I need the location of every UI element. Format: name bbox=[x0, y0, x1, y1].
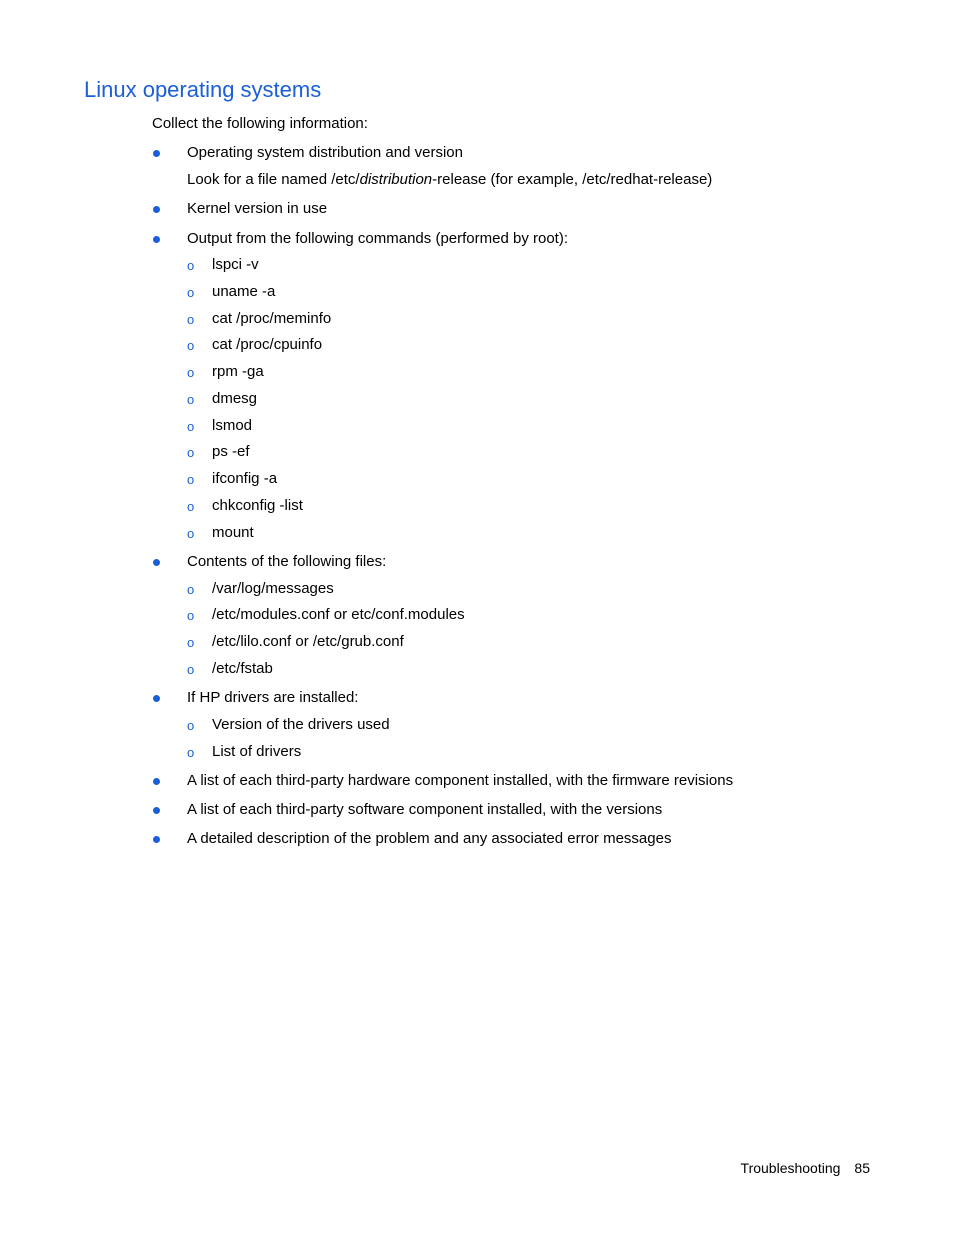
list-item-text: ifconfig -a bbox=[212, 470, 278, 487]
list-item-text: cat /proc/meminfo bbox=[212, 310, 332, 327]
list-item-text: uname -a bbox=[212, 283, 276, 300]
sub-bullet-icon: o bbox=[187, 499, 195, 514]
sub-bullet-icon: o bbox=[187, 662, 195, 677]
bullet-icon bbox=[153, 559, 160, 566]
list-item-text: If HP drivers are installed: bbox=[187, 689, 359, 706]
list-item-text: /etc/lilo.conf or /etc/grub.conf bbox=[212, 633, 404, 650]
bullet-icon bbox=[153, 778, 160, 785]
list-item-text: Operating system distribution and version bbox=[187, 144, 463, 161]
sub-bullet-icon: o bbox=[187, 445, 195, 460]
sub-bullet-icon: o bbox=[187, 419, 195, 434]
sub-bullet-icon: o bbox=[187, 608, 195, 623]
sub-bullet-icon: o bbox=[187, 258, 195, 273]
list-item-text: dmesg bbox=[212, 390, 258, 407]
bullet-icon bbox=[153, 150, 160, 157]
list-item-text: A list of each third-party software component installed, with the versions bbox=[187, 801, 663, 818]
sub-bullet-icon: o bbox=[187, 338, 195, 353]
intro-text: Collect the following information: bbox=[152, 115, 368, 132]
sub-bullet-icon: o bbox=[187, 635, 195, 650]
list-item-text: mount bbox=[212, 524, 254, 541]
list-item-text: A list of each third-party hardware component installed, with the firmware revisions bbox=[187, 772, 734, 789]
list-item-text: Kernel version in use bbox=[187, 200, 328, 217]
sub-bullet-icon: o bbox=[187, 365, 195, 380]
sub-bullet-icon: o bbox=[187, 526, 195, 541]
list-item-text: /etc/fstab bbox=[212, 660, 273, 677]
sub-bullet-icon: o bbox=[187, 718, 195, 733]
list-item-text: Look for a file named /etc/distribution-release (for example, /etc/redhat-release) bbox=[187, 171, 713, 188]
list-item-text: Contents of the following files: bbox=[187, 553, 387, 570]
page-title: Linux operating systems bbox=[84, 77, 322, 102]
list-item-text: Version of the drivers used bbox=[212, 716, 390, 733]
sub-bullet-icon: o bbox=[187, 312, 195, 327]
bullet-icon bbox=[153, 206, 160, 213]
footer-section: Troubleshooting bbox=[740, 1160, 841, 1176]
list-item-text: lsmod bbox=[212, 417, 253, 434]
list-item-text: chkconfig -list bbox=[212, 497, 303, 514]
list-item-text: A detailed description of the problem and any associated error messages bbox=[187, 830, 672, 847]
bullet-icon bbox=[153, 807, 160, 814]
page-footer bbox=[741, 1158, 870, 1178]
list-item-text: rpm -ga bbox=[212, 363, 264, 380]
sub-bullet-icon: o bbox=[187, 285, 195, 300]
bullet-icon bbox=[153, 695, 160, 702]
list-item-text: /var/log/messages bbox=[212, 580, 334, 597]
list-item-text: lspci -v bbox=[212, 256, 259, 273]
sub-bullet-icon: o bbox=[187, 472, 195, 487]
page-number: 85 bbox=[854, 1160, 870, 1176]
list-item-text: List of drivers bbox=[212, 743, 302, 760]
bullet-icon bbox=[153, 236, 160, 243]
list-item-text: /etc/modules.conf or etc/conf.modules bbox=[212, 606, 465, 623]
list-item-text: ps -ef bbox=[212, 443, 250, 460]
list-item-text: Output from the following commands (performed by root): bbox=[187, 230, 568, 247]
bullet-icon bbox=[153, 836, 160, 843]
sub-bullet-icon: o bbox=[187, 582, 195, 597]
sub-bullet-icon: o bbox=[187, 745, 195, 760]
list-item-text: cat /proc/cpuinfo bbox=[212, 336, 323, 353]
sub-bullet-icon: o bbox=[187, 392, 195, 407]
